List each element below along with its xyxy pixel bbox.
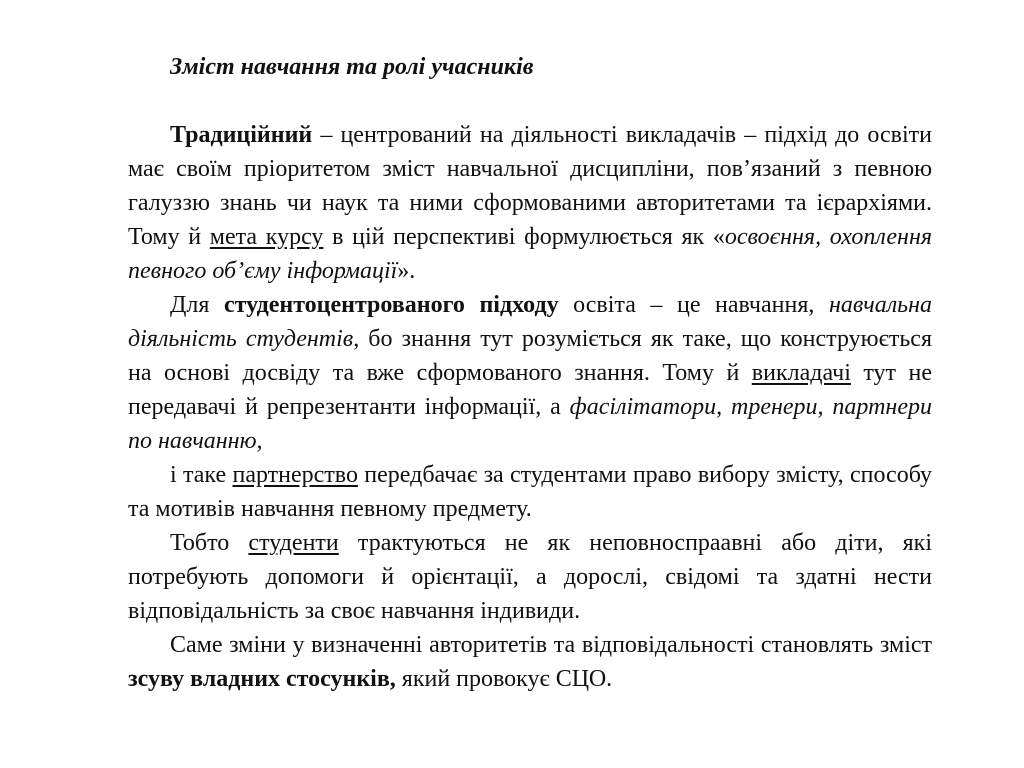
- p3-text-b: передбачає за студентами право вибору змісту, способу та мотивів навчання певному предмету.: [128, 462, 932, 522]
- p2-text-d: тут не передавачі й репрезентанти інформації, а: [128, 360, 933, 420]
- term-students: студенти: [248, 530, 339, 556]
- p4-text-b: трактуються не як неповноспраавні або діти, які потребують допомоги й орієнтації, а дорослі, свідомі та здатні нести відповідальність за своє навчання індивиди.: [128, 530, 932, 624]
- p2-text-a: Для: [170, 292, 224, 318]
- p2-text-b: освіта – це навчання,: [558, 292, 829, 318]
- term-power-shift: зсуву владних стосунків,: [128, 666, 396, 692]
- term-student-centered: студентоцентрованого підходу: [223, 292, 559, 318]
- term-teachers: викладачі: [751, 360, 851, 386]
- p2-italic-b: фасілітатори, тренери, партнери по навчанню,: [128, 394, 932, 454]
- p5-text-b: який провокує СЦО.: [395, 666, 613, 692]
- paragraph-partnership: [128, 458, 932, 526]
- term-course-goal: мета курсу: [209, 224, 324, 250]
- term-traditional: Традиційний: [170, 122, 313, 148]
- paragraph-traditional: [128, 118, 932, 288]
- p2-italic-a: навчальна діяльність студентів: [128, 292, 933, 352]
- paragraph-student-centered: [128, 288, 932, 458]
- p2-text-c: , бо знання тут розуміється як таке, що конструюється на основі досвіду та вже сформованого знання. Тому й: [128, 326, 932, 386]
- p5-text-a: Саме зміни у визначенні авторитетів та відповідальності становлять зміст: [170, 632, 932, 658]
- p4-text-a: Тобто: [170, 530, 249, 556]
- p1-text-b: в цій перспективі формулюється як «: [323, 224, 725, 250]
- p1-text-c: ».: [397, 258, 416, 284]
- slide-content: [128, 50, 932, 696]
- term-partnership: партнерство: [232, 462, 358, 488]
- paragraph-students: [128, 526, 932, 628]
- p1-text-a: – центрований на діяльності викладачів – підхід до освіти має своїм пріоритетом зміст навчальної дисципліни, пов’язаний з певною галуззю знань чи наук та ними сформованими авторитетами та ієрархіями. Тому й: [128, 122, 932, 250]
- p1-italic: освоєння, охоплення певного об’єму інформації: [128, 224, 933, 284]
- p3-text-a: і таке: [170, 462, 233, 488]
- slide-title: Зміст навчання та ролі учасників: [170, 54, 534, 80]
- paragraph-power-shift: [128, 628, 932, 696]
